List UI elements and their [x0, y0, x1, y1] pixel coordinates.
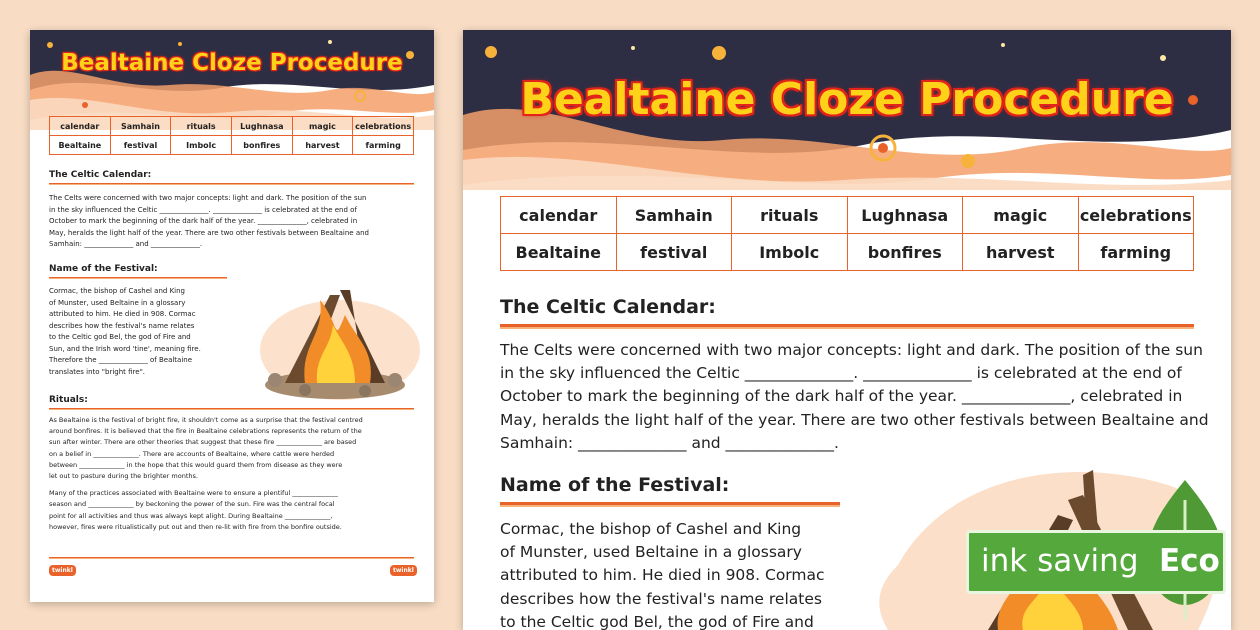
text-line: attributed to him. He died in 908. Cormac	[49, 310, 196, 318]
text-line: attributed to him. He died in 908. Cormac	[500, 566, 825, 585]
word-bank-cell: farming	[1078, 234, 1194, 271]
word-bank-cell: harvest	[963, 234, 1079, 271]
text-line: to the Celtic god Bel, the god of Fire and	[500, 612, 814, 630]
word-bank-row	[50, 117, 414, 136]
eco-label: Eco	[1159, 543, 1220, 579]
word-bank-cell: celebrations	[1078, 197, 1194, 234]
text-line: point for all activities and thus was always kept alight. During Bealtaine ______________,	[49, 511, 333, 520]
word-bank-cell: bonfires	[847, 234, 963, 271]
word-bank-cell: festival	[110, 136, 171, 155]
word-bank-cell: bonfires	[231, 136, 292, 155]
text-line: Sun, and the Irish word 'tine', meaning fire.	[49, 344, 201, 353]
word-bank-cell: calendar	[501, 197, 617, 234]
text-line: May, heralds the light half of the year. There are two other festivals between Bealtaine and	[500, 410, 1209, 429]
bonfire-illustration	[245, 255, 425, 405]
text-line: October to mark the beginning of the dark half of the year. ______________, celebrated in	[500, 387, 1183, 406]
word-bank-cell: Samhain	[616, 197, 732, 234]
section-divider	[49, 277, 227, 279]
text-line: May, heralds the light half of the year. There are two other festivals between Bealtaine and	[49, 228, 369, 237]
text-line: in the sky influenced the Celtic ______________. ______________ is celebrated at the end of	[49, 205, 357, 214]
ink-saving-label: ink saving	[981, 543, 1139, 579]
text-line: on a belief in ______________. There are accounts of Bealtaine, where cattle were herded	[49, 449, 335, 458]
text-line: in the sky influenced the Celtic ______________. ______________ is celebrated at the end of	[500, 364, 1182, 383]
word-bank-cell: magic	[963, 197, 1079, 234]
section-divider	[500, 324, 1194, 329]
word-bank-cell: Lughnasa	[231, 117, 292, 136]
word-bank-cell: rituals	[732, 197, 848, 234]
text-line: The Celts were concerned with two major concepts: light and dark. The position of the sun	[49, 194, 367, 202]
text-line: describes how the festival's name relates	[500, 589, 822, 608]
text-line: sun after winter. There are other theories that suggest that these fire ______________ are based	[49, 438, 357, 447]
word-bank-cell: calendar	[50, 117, 111, 136]
twinkl-badge-logo: twinkl	[390, 565, 417, 576]
header-banner	[30, 30, 434, 130]
page-title: Bealtaine Cloze Procedure	[61, 50, 403, 76]
text-line: Many of the practices associated with Bealtaine were to ensure a plentiful ______________	[49, 489, 338, 498]
word-bank-cell: celebrations	[353, 117, 414, 136]
word-bank-cell: magic	[292, 117, 353, 136]
text-line: around bonfires. It is believed that the fire in Bealtaine celebrations represents the return of the	[49, 427, 362, 436]
text-line: Therefore the ______________ of Bealtaine	[49, 356, 193, 364]
section-heading-celtic-calendar: The Celtic Calendar:	[49, 170, 152, 180]
page-title: Bealtaine Cloze Procedure	[520, 74, 1174, 125]
word-bank-cell: rituals	[171, 117, 232, 136]
section-heading-name-of-festival: Name of the Festival:	[49, 264, 158, 274]
section-divider	[49, 183, 414, 185]
text-line: to the Celtic god Bel, the god of Fire and	[49, 333, 191, 341]
text-line: Samhain: ______________ and ______________.	[500, 433, 839, 452]
section-divider	[500, 502, 840, 507]
word-bank-cell: festival	[616, 234, 732, 271]
section-heading-rituals: Rituals:	[49, 395, 88, 405]
paragraph-celtic-calendar	[500, 339, 1225, 455]
paragraph-name-of-festival	[49, 286, 249, 378]
text-line: however, fires were ritualistically put out and then re-lit with fire from the bonfire outside.	[49, 522, 342, 531]
section-heading-celtic-calendar: The Celtic Calendar:	[500, 296, 716, 318]
word-bank-cell: Samhain	[110, 117, 171, 136]
text-line: of Munster, used Beltaine in a glossary	[49, 298, 186, 307]
paragraph-celtic-calendar	[49, 193, 419, 251]
section-heading-name-of-festival: Name of the Festival:	[500, 474, 730, 496]
worksheet-thumbnail	[30, 30, 434, 602]
ink-saving-eco-badge	[966, 530, 1226, 594]
word-bank-cell: farming	[353, 136, 414, 155]
word-bank-row	[50, 136, 414, 155]
word-bank-cell: harvest	[292, 136, 353, 155]
word-bank-cell: Imbolc	[171, 136, 232, 155]
text-line: of Munster, used Beltaine in a glossary	[500, 543, 802, 562]
text-line: let out to pasture during the brighter months.	[49, 472, 198, 481]
word-bank-row	[501, 234, 1194, 271]
word-bank	[500, 196, 1194, 271]
text-line: translates into "bright fire".	[49, 367, 146, 376]
paragraph-name-of-festival	[500, 518, 860, 630]
text-line: describes how the festival's name relates	[49, 321, 195, 330]
word-bank	[49, 116, 414, 155]
text-line: Cormac, the bishop of Cashel and King	[500, 520, 802, 538]
text-line: between ______________ in the hope that this would guard them from disease as they were	[49, 460, 343, 469]
text-line: Samhain: ______________ and ______________.	[49, 240, 203, 248]
word-bank-cell: Lughnasa	[847, 197, 963, 234]
word-bank-row	[501, 197, 1194, 234]
section-divider	[49, 408, 414, 410]
word-bank-cell: Imbolc	[732, 234, 848, 271]
footer-divider	[49, 557, 414, 559]
text-line: The Celts were concerned with two major concepts: light and dark. The position of the sun	[500, 341, 1203, 359]
text-line: Cormac, the bishop of Cashel and King	[49, 287, 185, 295]
text-line: season and ______________ by beckoning the power of the sun. Fire was the central focal	[49, 500, 335, 509]
word-bank-cell: Bealtaine	[501, 234, 617, 271]
paragraph-rituals	[49, 415, 424, 533]
text-line: October to mark the beginning of the dark half of the year. ______________, celebrated in	[49, 217, 358, 225]
text-line: As Bealtaine is the festival of bright fire, it shouldn't come as a surprise that the festival centred	[49, 416, 363, 424]
word-bank-cell: Bealtaine	[50, 136, 111, 155]
twinkl-logo: twinkl	[49, 565, 76, 576]
